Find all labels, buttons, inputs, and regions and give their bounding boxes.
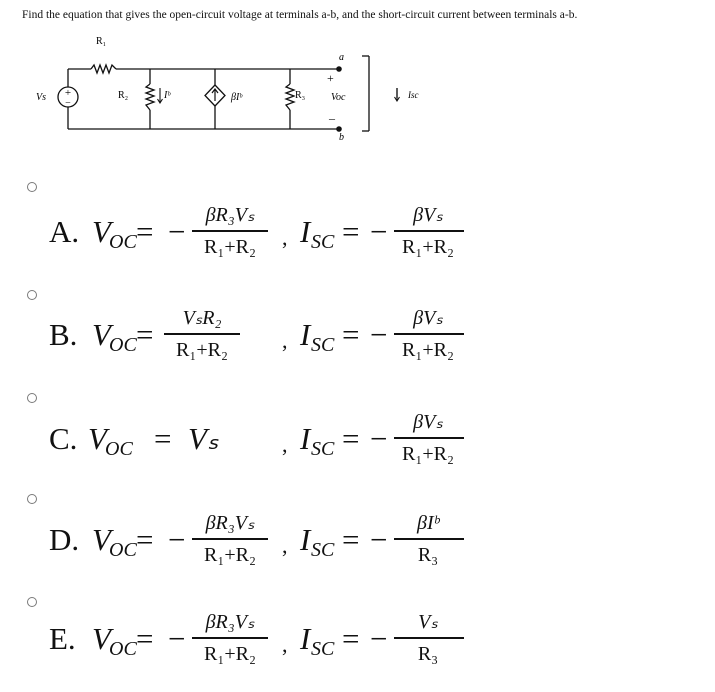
voc-denominator: R₁+R₂ xyxy=(204,544,256,566)
voc-symbol: V xyxy=(88,421,107,456)
option-row-0 xyxy=(0,205,715,285)
minus-sign: − xyxy=(370,317,388,352)
isc-denominator: R₃ xyxy=(417,643,439,665)
voc-subscript: OC xyxy=(109,539,137,561)
label-voc: Voc xyxy=(331,92,346,103)
isc-denominator: R₁+R₂ xyxy=(402,236,454,258)
isc-symbol: I xyxy=(300,621,311,656)
isc-fraction-bar xyxy=(394,538,464,540)
label-isc: Isc xyxy=(408,90,419,100)
minus-sign: − xyxy=(370,621,388,656)
option-row-3 xyxy=(0,513,715,593)
equals-sign: = xyxy=(136,522,154,557)
minus-sign: − xyxy=(168,621,186,656)
label-b: b xyxy=(339,132,344,143)
equals-sign: = xyxy=(342,621,360,656)
voc-subscript: OC xyxy=(109,334,137,356)
option-radio-3[interactable] xyxy=(27,494,37,504)
voc-fraction-bar xyxy=(192,538,268,540)
label-minus: – xyxy=(329,111,335,125)
equals-sign: = xyxy=(154,421,172,456)
label-vs: Vs xyxy=(36,92,46,103)
label-a: a xyxy=(339,52,344,63)
option-radio-4[interactable] xyxy=(27,597,37,607)
equals-sign: = xyxy=(342,317,360,352)
label-r3: R₃ xyxy=(295,90,306,101)
label-r1: R₁ xyxy=(96,36,107,47)
label-r2: R₂ xyxy=(118,90,129,101)
option-row-1 xyxy=(0,308,715,388)
voc-subscript: OC xyxy=(109,638,137,660)
r2-resistor xyxy=(146,84,154,110)
source-plus: + xyxy=(64,87,72,99)
isc-fraction-bar xyxy=(394,437,464,439)
option-row-2 xyxy=(0,412,715,492)
comma: , xyxy=(282,328,288,353)
comma: , xyxy=(282,432,288,457)
voc-symbol: V xyxy=(92,214,111,249)
isc-symbol: I xyxy=(300,214,311,249)
voc-denominator: R₁+R₂ xyxy=(204,236,256,258)
equals-sign: = xyxy=(342,214,360,249)
isc-numerator: βIᵇ xyxy=(416,512,439,534)
minus-sign: − xyxy=(370,214,388,249)
option-letter: E. xyxy=(49,621,76,656)
terminal-a xyxy=(336,66,342,72)
option-letter: A. xyxy=(49,214,80,249)
isc-denominator: R₃ xyxy=(417,544,439,566)
isc-subscript: SC xyxy=(311,231,335,253)
option-radio-0[interactable] xyxy=(27,182,37,192)
option-letter: B. xyxy=(49,317,78,352)
r1-resistor xyxy=(91,65,116,73)
isc-symbol: I xyxy=(300,522,311,557)
option-letter: C. xyxy=(49,421,78,456)
label-plus: + xyxy=(327,71,334,85)
option-row-4 xyxy=(0,612,715,692)
voc-fraction-bar xyxy=(192,230,268,232)
isc-symbol: I xyxy=(300,421,311,456)
option-radio-2[interactable] xyxy=(27,393,37,403)
voc-symbol: V xyxy=(92,522,111,557)
minus-sign: − xyxy=(370,522,388,557)
voc-subscript: OC xyxy=(105,438,133,460)
isc-fraction-bar xyxy=(394,333,464,335)
voc-denominator: R₁+R₂ xyxy=(176,339,228,361)
voc-denominator: R₁+R₂ xyxy=(204,643,256,665)
isc-denominator: R₁+R₂ xyxy=(402,443,454,465)
voc-fraction-bar xyxy=(164,333,240,335)
comma: , xyxy=(282,632,288,657)
isc-fraction-bar xyxy=(394,637,464,639)
label-dep-source: βIᵇ xyxy=(231,92,243,103)
isc-numerator: Vₛ xyxy=(418,611,438,633)
voc-numerator: βR₃Vₛ xyxy=(205,512,255,534)
option-letter: D. xyxy=(49,522,80,557)
option-radio-1[interactable] xyxy=(27,290,37,300)
voc-numerator: βR₃Vₛ xyxy=(205,204,255,226)
voc-subscript: OC xyxy=(109,231,137,253)
source-minus: − xyxy=(65,98,71,109)
minus-sign: − xyxy=(370,421,388,456)
isc-numerator: βVₛ xyxy=(413,307,443,329)
question-text: Find the equation that gives the open-circuit voltage at terminals a-b, and the short-circuit current between terminals a-b. xyxy=(22,9,578,21)
voc-symbol: V xyxy=(92,621,111,656)
voc-numerator: βR₃Vₛ xyxy=(205,611,255,633)
isc-subscript: SC xyxy=(311,539,335,561)
voc-value: Vₛ xyxy=(188,421,219,456)
isc-subscript: SC xyxy=(311,438,335,460)
minus-sign: − xyxy=(168,522,186,557)
r3-resistor xyxy=(286,84,294,110)
terminal-b xyxy=(336,126,342,132)
label-ib: Iᵇ xyxy=(164,90,171,101)
comma: , xyxy=(282,225,288,250)
isc-denominator: R₁+R₂ xyxy=(402,339,454,361)
equals-sign: = xyxy=(136,621,154,656)
isc-subscript: SC xyxy=(311,334,335,356)
voc-numerator: VₛR₂ xyxy=(182,307,222,329)
circuit-diagram xyxy=(0,0,715,150)
comma: , xyxy=(282,533,288,558)
equals-sign: = xyxy=(342,522,360,557)
isc-numerator: βVₛ xyxy=(413,411,443,433)
equals-sign: = xyxy=(136,214,154,249)
minus-sign: − xyxy=(168,214,186,249)
equals-sign: = xyxy=(342,421,360,456)
isc-numerator: βVₛ xyxy=(413,204,443,226)
isc-subscript: SC xyxy=(311,638,335,660)
isc-fraction-bar xyxy=(394,230,464,232)
equals-sign: = xyxy=(136,317,154,352)
voc-symbol: V xyxy=(92,317,111,352)
isc-symbol: I xyxy=(300,317,311,352)
voc-fraction-bar xyxy=(192,637,268,639)
